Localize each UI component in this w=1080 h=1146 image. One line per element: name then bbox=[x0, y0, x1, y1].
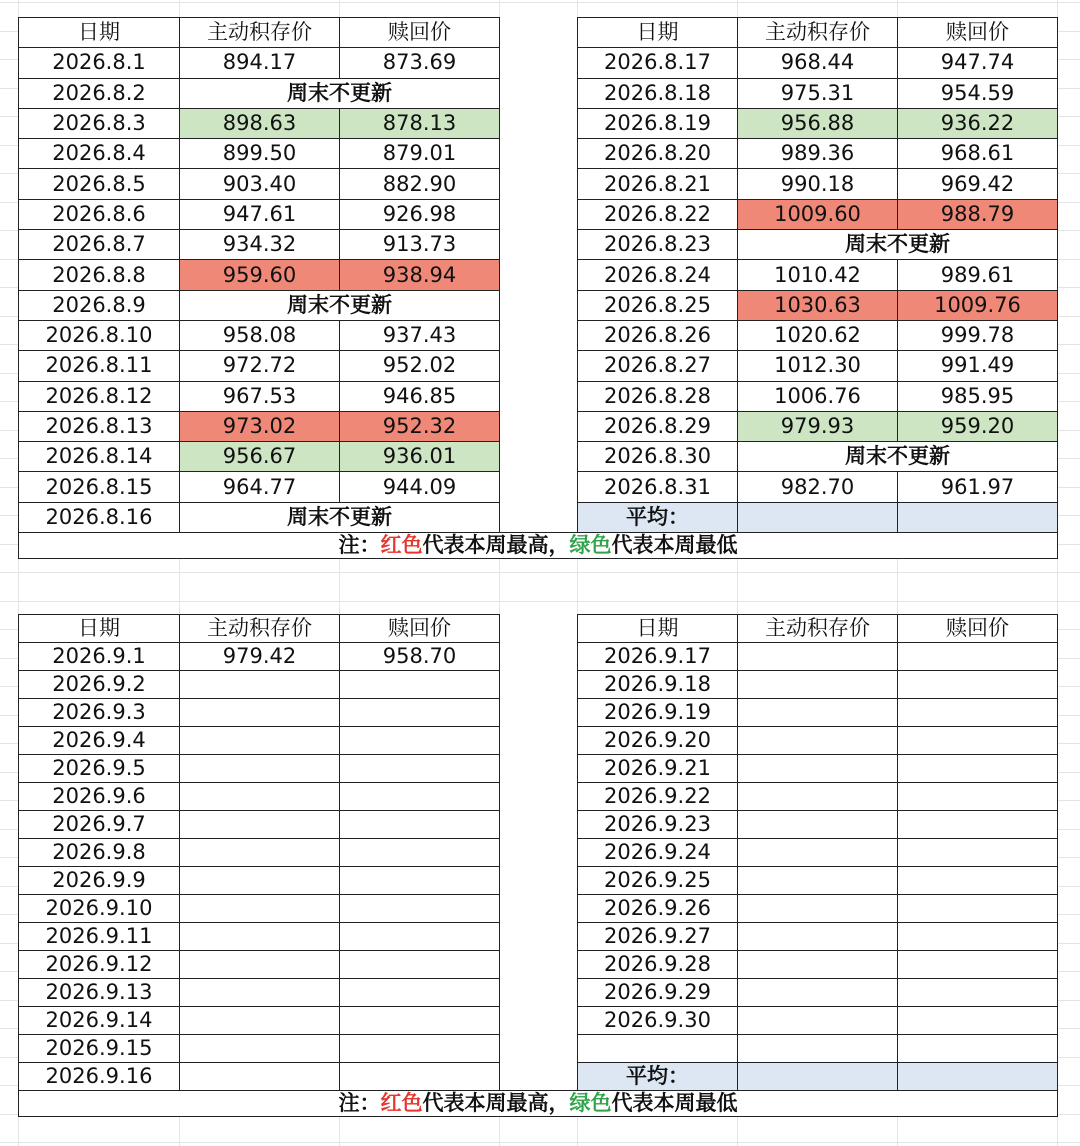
active-price-cell bbox=[738, 867, 898, 895]
average-active-cell bbox=[738, 1063, 898, 1091]
active-price-cell bbox=[738, 811, 898, 839]
active-price-cell bbox=[738, 671, 898, 699]
date-cell: 2026.9.10 bbox=[19, 895, 180, 923]
redeem-price-cell bbox=[898, 727, 1058, 755]
spacer-cell bbox=[500, 320, 578, 350]
date-cell: 2026.8.22 bbox=[578, 199, 738, 229]
date-cell: 2026.8.16 bbox=[19, 502, 180, 532]
date-cell: 2026.8.24 bbox=[578, 260, 738, 290]
august-price-table bbox=[18, 17, 1058, 559]
redeem-price-cell: 947.74 bbox=[898, 48, 1058, 78]
spacer-cell bbox=[500, 199, 578, 229]
legend-note-row bbox=[19, 533, 1058, 559]
date-cell: 2026.9.14 bbox=[19, 1007, 180, 1035]
spacer-cell bbox=[500, 48, 578, 78]
redeem-price-cell bbox=[898, 1035, 1058, 1063]
active-price-cell bbox=[180, 1063, 340, 1091]
spacer-cell bbox=[500, 811, 578, 839]
header-active: 主动积存价 bbox=[738, 18, 898, 48]
redeem-price-cell: 999.78 bbox=[898, 320, 1058, 350]
active-price-cell bbox=[738, 755, 898, 783]
table-row bbox=[19, 951, 1058, 979]
redeem-price-cell: 946.85 bbox=[340, 381, 500, 411]
active-price-cell: 1030.63 bbox=[738, 290, 898, 320]
spacer-cell bbox=[500, 923, 578, 951]
redeem-price-cell bbox=[340, 727, 500, 755]
redeem-price-cell bbox=[898, 979, 1058, 1007]
redeem-price-cell: 952.02 bbox=[340, 351, 500, 381]
date-cell: 2026.8.6 bbox=[19, 199, 180, 229]
date-cell: 2026.9.28 bbox=[578, 951, 738, 979]
active-price-cell bbox=[180, 1007, 340, 1035]
header-redeem: 赎回价 bbox=[340, 615, 500, 643]
header-redeem: 赎回价 bbox=[898, 18, 1058, 48]
date-cell: 2026.8.29 bbox=[578, 411, 738, 441]
active-price-cell: 903.40 bbox=[180, 169, 340, 199]
redeem-price-cell: 969.42 bbox=[898, 169, 1058, 199]
redeem-price-cell: 936.01 bbox=[340, 442, 500, 472]
active-price-cell: 899.50 bbox=[180, 139, 340, 169]
table-row bbox=[19, 381, 1058, 411]
date-cell: 2026.9.17 bbox=[578, 643, 738, 671]
date-cell: 2026.8.2 bbox=[19, 78, 180, 108]
header-redeem: 赎回价 bbox=[340, 18, 500, 48]
weekend-no-update-cell: 周末不更新 bbox=[180, 78, 500, 108]
spacer-cell bbox=[500, 1035, 578, 1063]
active-price-cell bbox=[180, 979, 340, 1007]
date-cell: 2026.8.20 bbox=[578, 139, 738, 169]
active-price-cell bbox=[180, 895, 340, 923]
active-price-cell bbox=[180, 951, 340, 979]
spacer-cell bbox=[500, 472, 578, 502]
spacer-cell bbox=[500, 108, 578, 138]
redeem-price-cell: 1009.76 bbox=[898, 290, 1058, 320]
date-cell: 2026.9.11 bbox=[19, 923, 180, 951]
header-date: 日期 bbox=[19, 18, 180, 48]
active-price-cell bbox=[738, 923, 898, 951]
redeem-price-cell: 954.59 bbox=[898, 78, 1058, 108]
date-cell: 2026.9.19 bbox=[578, 699, 738, 727]
spacer-cell bbox=[500, 671, 578, 699]
date-cell: 2026.9.7 bbox=[19, 811, 180, 839]
date-cell: 2026.9.9 bbox=[19, 867, 180, 895]
average-redeem-cell bbox=[898, 1063, 1058, 1091]
redeem-price-cell bbox=[340, 923, 500, 951]
active-price-cell bbox=[738, 979, 898, 1007]
header-active: 主动积存价 bbox=[180, 615, 340, 643]
table-row bbox=[19, 472, 1058, 502]
note-green-word: 绿色 bbox=[569, 1091, 612, 1115]
active-price-cell bbox=[180, 699, 340, 727]
active-price-cell: 964.77 bbox=[180, 472, 340, 502]
redeem-price-cell: 958.70 bbox=[340, 643, 500, 671]
redeem-price-cell: 936.22 bbox=[898, 108, 1058, 138]
note-suffix: 代表本周最低 bbox=[611, 1091, 738, 1115]
redeem-price-cell: 988.79 bbox=[898, 199, 1058, 229]
redeem-price-cell: 991.49 bbox=[898, 351, 1058, 381]
note-mid: 代表本周最高， bbox=[422, 533, 570, 558]
active-price-cell: 956.88 bbox=[738, 108, 898, 138]
date-cell: 2026.8.25 bbox=[578, 290, 738, 320]
table-row bbox=[19, 867, 1058, 895]
active-price-cell: 979.93 bbox=[738, 411, 898, 441]
table-row bbox=[19, 442, 1058, 472]
active-price-cell bbox=[738, 1035, 898, 1063]
active-price-cell bbox=[738, 783, 898, 811]
september-price-table bbox=[18, 614, 1058, 1117]
note-red-word: 红色 bbox=[380, 533, 423, 558]
table-row bbox=[19, 895, 1058, 923]
redeem-price-cell bbox=[898, 643, 1058, 671]
date-cell: 2026.8.17 bbox=[578, 48, 738, 78]
table-row bbox=[19, 139, 1058, 169]
table-row bbox=[19, 411, 1058, 441]
spacer-cell bbox=[500, 290, 578, 320]
date-cell: 2026.9.22 bbox=[578, 783, 738, 811]
spacer-cell bbox=[500, 411, 578, 441]
date-cell: 2026.9.29 bbox=[578, 979, 738, 1007]
table-row bbox=[19, 502, 1058, 532]
table-row bbox=[19, 811, 1058, 839]
active-price-cell bbox=[738, 699, 898, 727]
redeem-price-cell bbox=[340, 783, 500, 811]
date-cell: 2026.9.13 bbox=[19, 979, 180, 1007]
table-row bbox=[19, 351, 1058, 381]
active-price-cell: 968.44 bbox=[738, 48, 898, 78]
header-redeem: 赎回价 bbox=[898, 615, 1058, 643]
active-price-cell bbox=[738, 895, 898, 923]
date-cell: 2026.9.4 bbox=[19, 727, 180, 755]
redeem-price-cell bbox=[340, 1063, 500, 1091]
active-price-cell: 990.18 bbox=[738, 169, 898, 199]
active-price-cell: 958.08 bbox=[180, 320, 340, 350]
active-price-cell: 967.53 bbox=[180, 381, 340, 411]
note-prefix: 注： bbox=[338, 533, 381, 558]
date-cell: 2026.8.11 bbox=[19, 351, 180, 381]
redeem-price-cell bbox=[340, 755, 500, 783]
header-active: 主动积存价 bbox=[180, 18, 340, 48]
date-cell: 2026.9.2 bbox=[19, 671, 180, 699]
date-cell: 2026.9.25 bbox=[578, 867, 738, 895]
active-price-cell: 1006.76 bbox=[738, 381, 898, 411]
active-price-cell: 934.32 bbox=[180, 230, 340, 260]
table-row bbox=[19, 727, 1058, 755]
spacer-cell bbox=[500, 169, 578, 199]
active-price-cell: 894.17 bbox=[180, 48, 340, 78]
date-cell: 2026.8.12 bbox=[19, 381, 180, 411]
note-mid: 代表本周最高， bbox=[422, 1091, 570, 1115]
spacer-cell bbox=[500, 230, 578, 260]
redeem-price-cell: 968.61 bbox=[898, 139, 1058, 169]
date-cell bbox=[578, 1035, 738, 1063]
table-row bbox=[19, 783, 1058, 811]
date-cell: 2026.8.31 bbox=[578, 472, 738, 502]
date-cell: 2026.8.27 bbox=[578, 351, 738, 381]
header-active: 主动积存价 bbox=[738, 615, 898, 643]
date-cell: 2026.9.12 bbox=[19, 951, 180, 979]
table-row bbox=[19, 643, 1058, 671]
table-row bbox=[19, 923, 1058, 951]
table-row bbox=[19, 260, 1058, 290]
active-price-cell bbox=[180, 1035, 340, 1063]
spacer-cell bbox=[500, 867, 578, 895]
active-price-cell: 989.36 bbox=[738, 139, 898, 169]
spacer-cell bbox=[500, 951, 578, 979]
table-row bbox=[19, 48, 1058, 78]
redeem-price-cell bbox=[340, 867, 500, 895]
spacer-cell bbox=[500, 139, 578, 169]
active-price-cell: 947.61 bbox=[180, 199, 340, 229]
date-cell: 2026.9.24 bbox=[578, 839, 738, 867]
table-row bbox=[19, 290, 1058, 320]
redeem-price-cell bbox=[340, 811, 500, 839]
active-price-cell bbox=[738, 643, 898, 671]
redeem-price-cell bbox=[898, 867, 1058, 895]
redeem-price-cell bbox=[898, 1007, 1058, 1035]
date-cell: 2026.9.23 bbox=[578, 811, 738, 839]
redeem-price-cell bbox=[340, 951, 500, 979]
redeem-price-cell bbox=[340, 895, 500, 923]
redeem-price-cell bbox=[898, 699, 1058, 727]
redeem-price-cell bbox=[340, 699, 500, 727]
date-cell: 2026.9.20 bbox=[578, 727, 738, 755]
redeem-price-cell: 989.61 bbox=[898, 260, 1058, 290]
active-price-cell bbox=[738, 727, 898, 755]
weekend-no-update-cell: 周末不更新 bbox=[738, 442, 1058, 472]
table-row bbox=[19, 1035, 1058, 1063]
redeem-price-cell: 961.97 bbox=[898, 472, 1058, 502]
table-row bbox=[19, 230, 1058, 260]
spacer-cell bbox=[500, 78, 578, 108]
active-price-cell: 975.31 bbox=[738, 78, 898, 108]
spacer-cell bbox=[500, 381, 578, 411]
spacer-cell bbox=[500, 755, 578, 783]
redeem-price-cell: 937.43 bbox=[340, 320, 500, 350]
date-cell: 2026.8.28 bbox=[578, 381, 738, 411]
note-prefix: 注： bbox=[338, 1091, 381, 1115]
table-row bbox=[19, 108, 1058, 138]
date-cell: 2026.9.26 bbox=[578, 895, 738, 923]
table-row bbox=[19, 979, 1058, 1007]
date-cell: 2026.9.8 bbox=[19, 839, 180, 867]
active-price-cell bbox=[738, 951, 898, 979]
redeem-price-cell bbox=[898, 895, 1058, 923]
date-cell: 2026.8.19 bbox=[578, 108, 738, 138]
table-row bbox=[19, 1063, 1058, 1091]
active-price-cell: 956.67 bbox=[180, 442, 340, 472]
date-cell: 2026.8.13 bbox=[19, 411, 180, 441]
average-label: 平均： bbox=[578, 502, 738, 532]
spacer-cell bbox=[500, 979, 578, 1007]
redeem-price-cell: 873.69 bbox=[340, 48, 500, 78]
spacer-cell bbox=[500, 699, 578, 727]
active-price-cell bbox=[180, 727, 340, 755]
legend-note-row bbox=[19, 1091, 1058, 1117]
date-cell: 2026.8.26 bbox=[578, 320, 738, 350]
legend-note bbox=[19, 533, 1058, 559]
redeem-price-cell bbox=[898, 839, 1058, 867]
redeem-price-cell: 944.09 bbox=[340, 472, 500, 502]
active-price-cell: 1009.60 bbox=[738, 199, 898, 229]
spacer-cell bbox=[500, 783, 578, 811]
average-active-cell bbox=[738, 502, 898, 532]
date-cell: 2026.8.1 bbox=[19, 48, 180, 78]
active-price-cell: 973.02 bbox=[180, 411, 340, 441]
redeem-price-cell bbox=[898, 923, 1058, 951]
date-cell: 2026.9.30 bbox=[578, 1007, 738, 1035]
table-row bbox=[19, 1007, 1058, 1035]
date-cell: 2026.8.8 bbox=[19, 260, 180, 290]
active-price-cell: 1012.30 bbox=[738, 351, 898, 381]
active-price-cell bbox=[738, 839, 898, 867]
spacer-cell bbox=[500, 351, 578, 381]
redeem-price-cell bbox=[898, 783, 1058, 811]
spacer-cell bbox=[500, 1007, 578, 1035]
date-cell: 2026.9.5 bbox=[19, 755, 180, 783]
active-price-cell: 972.72 bbox=[180, 351, 340, 381]
active-price-cell: 1010.42 bbox=[738, 260, 898, 290]
active-price-cell bbox=[180, 839, 340, 867]
date-cell: 2026.9.1 bbox=[19, 643, 180, 671]
table-row bbox=[19, 199, 1058, 229]
date-cell: 2026.8.4 bbox=[19, 139, 180, 169]
redeem-price-cell: 879.01 bbox=[340, 139, 500, 169]
active-price-cell bbox=[180, 755, 340, 783]
active-price-cell bbox=[180, 923, 340, 951]
date-cell: 2026.9.15 bbox=[19, 1035, 180, 1063]
date-cell: 2026.8.9 bbox=[19, 290, 180, 320]
spacer-cell bbox=[500, 442, 578, 472]
redeem-price-cell: 959.20 bbox=[898, 411, 1058, 441]
date-cell: 2026.9.18 bbox=[578, 671, 738, 699]
active-price-cell: 898.63 bbox=[180, 108, 340, 138]
spacer-cell bbox=[500, 502, 578, 532]
date-cell: 2026.8.30 bbox=[578, 442, 738, 472]
weekend-no-update-cell: 周末不更新 bbox=[180, 290, 500, 320]
note-red-word: 红色 bbox=[380, 1091, 423, 1115]
header-date: 日期 bbox=[578, 615, 738, 643]
header-row bbox=[19, 615, 1058, 643]
date-cell: 2026.8.14 bbox=[19, 442, 180, 472]
date-cell: 2026.8.23 bbox=[578, 230, 738, 260]
redeem-price-cell: 926.98 bbox=[340, 199, 500, 229]
redeem-price-cell bbox=[340, 671, 500, 699]
date-cell: 2026.8.18 bbox=[578, 78, 738, 108]
redeem-price-cell: 985.95 bbox=[898, 381, 1058, 411]
spacer-cell bbox=[500, 643, 578, 671]
table-row bbox=[19, 169, 1058, 199]
date-cell: 2026.8.15 bbox=[19, 472, 180, 502]
table-row bbox=[19, 671, 1058, 699]
date-cell: 2026.9.21 bbox=[578, 755, 738, 783]
weekend-no-update-cell: 周末不更新 bbox=[180, 502, 500, 532]
table-row bbox=[19, 78, 1058, 108]
redeem-price-cell: 952.32 bbox=[340, 411, 500, 441]
active-price-cell bbox=[180, 867, 340, 895]
table-row bbox=[19, 699, 1058, 727]
average-label: 平均： bbox=[578, 1063, 738, 1091]
date-cell: 2026.9.27 bbox=[578, 923, 738, 951]
redeem-price-cell bbox=[340, 979, 500, 1007]
legend-note bbox=[19, 1091, 1058, 1117]
date-cell: 2026.8.7 bbox=[19, 230, 180, 260]
spacer-cell bbox=[500, 260, 578, 290]
date-cell: 2026.9.6 bbox=[19, 783, 180, 811]
active-price-cell: 979.42 bbox=[180, 643, 340, 671]
active-price-cell: 1020.62 bbox=[738, 320, 898, 350]
table-row bbox=[19, 839, 1058, 867]
active-price-cell bbox=[738, 1007, 898, 1035]
header-row bbox=[19, 18, 1058, 48]
redeem-price-cell bbox=[898, 755, 1058, 783]
weekend-no-update-cell: 周末不更新 bbox=[738, 230, 1058, 260]
redeem-price-cell: 878.13 bbox=[340, 108, 500, 138]
date-cell: 2026.8.3 bbox=[19, 108, 180, 138]
spacer-cell bbox=[500, 18, 578, 48]
table-row bbox=[19, 320, 1058, 350]
header-date: 日期 bbox=[578, 18, 738, 48]
active-price-cell: 982.70 bbox=[738, 472, 898, 502]
active-price-cell bbox=[180, 811, 340, 839]
redeem-price-cell: 882.90 bbox=[340, 169, 500, 199]
date-cell: 2026.8.5 bbox=[19, 169, 180, 199]
date-cell: 2026.9.3 bbox=[19, 699, 180, 727]
redeem-price-cell bbox=[340, 1007, 500, 1035]
redeem-price-cell bbox=[340, 1035, 500, 1063]
average-redeem-cell bbox=[898, 502, 1058, 532]
note-suffix: 代表本周最低 bbox=[611, 533, 738, 558]
redeem-price-cell: 938.94 bbox=[340, 260, 500, 290]
spacer-cell bbox=[500, 895, 578, 923]
header-date: 日期 bbox=[19, 615, 180, 643]
spacer-cell bbox=[500, 615, 578, 643]
redeem-price-cell bbox=[898, 671, 1058, 699]
date-cell: 2026.8.21 bbox=[578, 169, 738, 199]
spacer-cell bbox=[500, 727, 578, 755]
active-price-cell: 959.60 bbox=[180, 260, 340, 290]
spacer-cell bbox=[500, 1063, 578, 1091]
redeem-price-cell: 913.73 bbox=[340, 230, 500, 260]
redeem-price-cell bbox=[898, 951, 1058, 979]
active-price-cell bbox=[180, 783, 340, 811]
active-price-cell bbox=[180, 671, 340, 699]
redeem-price-cell bbox=[340, 839, 500, 867]
date-cell: 2026.8.10 bbox=[19, 320, 180, 350]
note-green-word: 绿色 bbox=[569, 533, 612, 558]
redeem-price-cell bbox=[898, 811, 1058, 839]
table-row bbox=[19, 755, 1058, 783]
spacer-cell bbox=[500, 839, 578, 867]
date-cell: 2026.9.16 bbox=[19, 1063, 180, 1091]
